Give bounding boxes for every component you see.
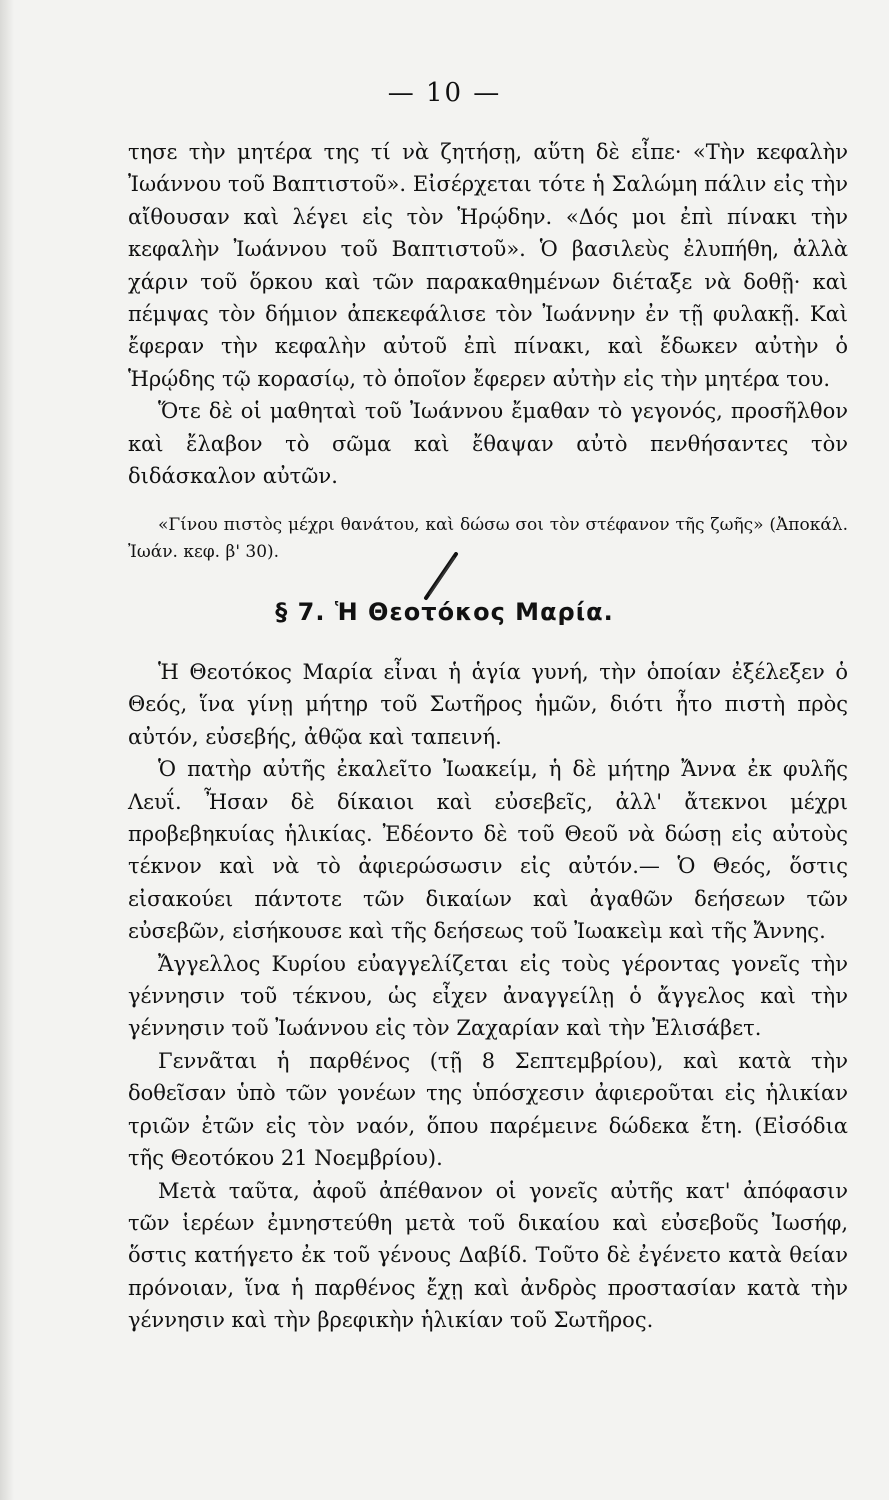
paragraph: τησε τὴν μητέρα της τί νὰ ζητήσῃ, αὕτη δὲ εἶπε· «Τὴν κεφαλὴν Ἰωάννου τοῦ Βαπτιστοῦ». Εἰσέρχεται τότε ἡ Σαλώμη πάλιν εἰς τὴν αἴθουσαν καὶ λέγει εἰς τὸν Ἡρῴδην. «Δός μοι ἐπὶ πίνακι τὴν κεφαλὴν Ἰωάννου τοῦ Βαπτιστοῦ». Ὁ βασιλεὺς ἐλυπήθη, ἀλλὰ χάριν τοῦ ὅρκου καὶ τῶν παρακαθημένων διέταξε νὰ δοθῇ· καὶ πέμψας τὸν δήμιον ἀπεκεφάλισε τὸν Ἰωάννην ἐν τῇ φυλακῇ. Καὶ ἔφεραν τὴν κεφαλὴν αὐτοῦ ἐπὶ πίνακι, καὶ ἔδωκεν αὐτὴν ὁ Ἡρῴδης τῷ κορασίῳ, τὸ ὁποῖον ἔφερεν αὐτὴν εἰς τὴν μητέρα του. (128, 140, 848, 391)
paragraph: Γεννᾶται ἡ παρθένος (τῇ 8 Σεπτεμβρίου), καὶ κατὰ τὴν δοθεῖσαν ὑπὸ τῶν γονέων της ὑπόσχεσιν ἀφιεροῦται εἰς ἡλικίαν τριῶν ἐτῶν εἰς τὸν ναόν, ὅπου παρέμεινε δώδεκα ἔτη. (Εἰσόδια τῆς Θεοτόκου 21 Νοεμβρίου). (128, 1048, 848, 1171)
quote-text: «Γίνου πιστὸς μέχρι θανάτου, καὶ δώσω σοι τὸν στέφανον τῆς ζωῆς» (Ἀποκάλ. Ἰωάν. κεφ. β' 30). (128, 515, 848, 562)
paragraph: Ὅτε δὲ οἱ μαθηταὶ τοῦ Ἰωάννου ἔμαθαν τὸ γεγονός, προσῆλθον καὶ ἔλαβον τὸ σῶμα καὶ ἔθαψαν αὐτὸ πενθήσαντες τὸν διδάσκαλον αὐτῶν. (128, 399, 848, 489)
paragraph: Ἡ Θεοτόκος Μαρία εἶναι ἡ ἁγία γυνή, τὴν ὁποίαν ἐξέλεξεν ὁ Θεός, ἵνα γίνῃ μήτηρ τοῦ Σωτῆρος ἡμῶν, διότι ἦτο πιστὴ πρὸς αὐτόν, εὐσεβής, ἀθῷα καὶ ταπεινή. (128, 660, 848, 749)
paragraph: Ὁ πατὴρ αὐτῆς ἐκαλεῖτο Ἰωακείμ, ἡ δὲ μήτηρ Ἄννα ἐκ φυλῆς Λευΐ. Ἦσαν δὲ δίκαιοι καὶ εὐσεβεῖς, ἀλλ' ἄτεκνοι μέχρι προβεβηκυίας ἡλικίας. Ἐδέοντο δὲ τοῦ Θεοῦ νὰ δώσῃ εἰς αὐτοὺς τέκνον καὶ νὰ τὸ ἀφιερώσωσιν εἰς αὐτόν.— Ὁ Θεός, ὅστις εἰσακούει πάντοτε τῶν δικαίων καὶ ἀγαθῶν δεήσεων τῶν εὐσεβῶν, εἰσήκουσε καὶ τῆς δεήσεως τοῦ Ἰωακεὶμ καὶ τῆς Ἄννης. (128, 757, 848, 944)
scripture-quote (128, 512, 848, 566)
section-heading: § 7. Ἡ Θεοτόκος Μαρία. (275, 598, 614, 626)
text-block-theotokos (128, 656, 848, 1337)
text-block-john-baptist (128, 136, 848, 492)
handwritten-pen-mark (420, 552, 460, 602)
page-number: — 10 — (387, 78, 502, 108)
page-edge-shadow (0, 0, 14, 1500)
paragraph: Μετὰ ταῦτα, ἀφοῦ ἀπέθανον οἱ γονεῖς αὐτῆς κατ' ἀπόφασιν τῶν ἱερέων ἐμνηστεύθη μετὰ τοῦ δικαίου καὶ εὐσεβοῦς Ἰωσήφ, ὅστις κατήγετο ἐκ τοῦ γένους Δαβίδ. Τοῦτο δὲ ἐγένετο κατὰ θείαν πρόνοιαν, ἵνα ἡ παρθένος ἔχῃ καὶ ἀνδρὸς προστασίαν κατὰ τὴν γέννησιν καὶ τὴν βρεφικὴν ἡλικίαν τοῦ Σωτῆρος. (128, 1178, 848, 1333)
paragraph: Ἄγγελλος Κυρίου εὐαγγελίζεται εἰς τοὺς γέροντας γονεῖς τὴν γέννησιν τοῦ τέκνου, ὡς εἶχεν ἀναγγείλῃ ὁ ἄγγελος καὶ τὴν γέννησιν τοῦ Ἰωάννου εἰς τὸν Ζαχαρίαν καὶ τὴν Ἐλισάβετ. (128, 951, 848, 1041)
